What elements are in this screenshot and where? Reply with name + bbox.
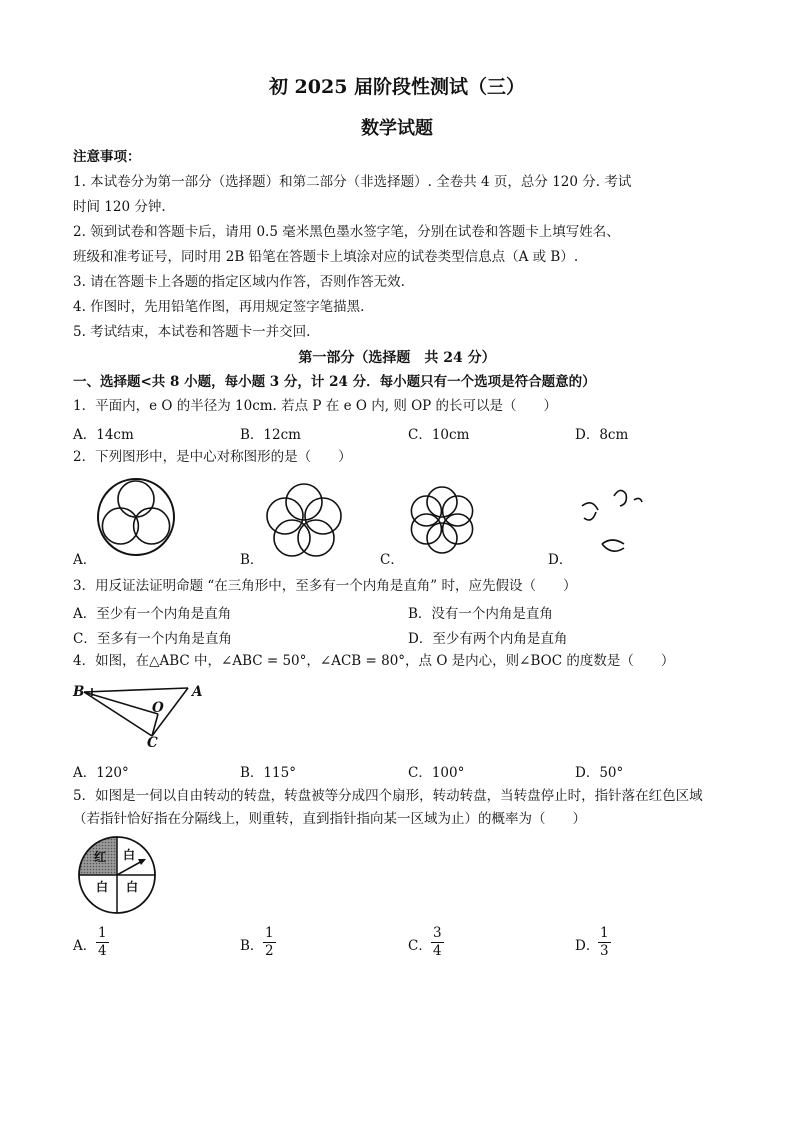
q2-option-c: C． <box>380 552 404 568</box>
q4-label-a: A <box>192 684 203 700</box>
q2-figure-d <box>572 484 667 564</box>
q1-option-a: A．14cm <box>73 427 134 443</box>
q2-figure-a <box>95 476 177 558</box>
exam-title: 初 2025 届阶段性测试（三） <box>268 76 526 98</box>
spinner-label-red: 红 <box>94 850 107 864</box>
part1-heading: 第一部分（选择题 共 24 分） <box>298 350 496 366</box>
q2-option-d: D． <box>548 552 573 568</box>
q2-option-a: A． <box>73 552 97 568</box>
q4-label-b: B <box>73 684 85 700</box>
notes-line-6: 4. 作图时，先用铅笔作图，再用规定签字笔描黑. <box>73 299 365 315</box>
q5-option-d-letter: D． <box>575 938 600 954</box>
q2-option-b: B． <box>240 552 264 568</box>
q5-option-b-fraction <box>263 925 276 960</box>
q1-stem: 1．平面内，e O 的半径为 10cm. 若点 P 在 e O 内, 则 OP 的长可以是（ ） <box>73 398 558 414</box>
notes-line-7: 5. 考试结束，本试卷和答题卡一并交回. <box>73 324 311 340</box>
q1-option-b: B．12cm <box>240 427 301 443</box>
q3-option-c: C．至多有一个内角是直角 <box>73 631 232 647</box>
notes-line-5: 3. 请在答题卡上各题的指定区域内作答，否则作答无效. <box>73 274 405 290</box>
q5-option-b-num: 1 <box>265 925 274 941</box>
q2-stem: 2．下列图形中，是中心对称图形的是（ ） <box>73 449 352 465</box>
q3-stem: 3．用反证法证明命题 “在三角形中，至多有一个内角是直角” 时，应先假设（ ） <box>73 578 577 594</box>
q3-option-d: D．至少有两个内角是直角 <box>408 631 568 647</box>
section1-heading: 一、选择题<共 8 小题，每小题 3 分，计 24 分．每小题只有一个选项是符合题意的） <box>73 374 596 390</box>
q5-option-a-letter: A． <box>73 938 97 954</box>
spinner-label-white-2: 白 <box>96 880 109 894</box>
q4-label-c: C <box>147 735 158 751</box>
q5-option-a-num: 1 <box>98 925 107 941</box>
q5-option-d-den: 3 <box>600 943 609 959</box>
q3-option-b: B．没有一个内角是直角 <box>408 606 553 622</box>
q4-option-c: C．100° <box>408 765 465 781</box>
q5-stem-line1: 5．如图是一伺以自由转动的转盘，转盘被等分成四个扇形，转动转盘，当转盘停止时，指针落在红色区域 <box>73 788 703 804</box>
q1-option-c: C．10cm <box>408 427 470 443</box>
q5-option-d-fraction <box>598 925 611 960</box>
q4-stem: 4．如图，在△ABC 中，∠ABC = 50°，∠ACB = 80°，点 O 是内心，则∠BOC 的度数是（ ） <box>73 653 675 669</box>
exam-subtitle: 数学试题 <box>361 118 433 139</box>
q5-option-c-fraction <box>431 925 444 960</box>
q3-option-a: A．至少有一个内角是直角 <box>73 606 232 622</box>
q1-option-d: D．8cm <box>575 427 629 443</box>
q4-option-a: A．120° <box>73 765 129 781</box>
q4-option-d: D．50° <box>575 765 624 781</box>
spinner-label-white-3: 白 <box>126 880 139 894</box>
q4-label-o: O <box>152 700 164 716</box>
q5-option-c-letter: C． <box>408 938 432 954</box>
q5-stem-line2: （若指针恰好指在分隔线上，则重转，直到指针指向某一区域为止）的概率为（ ） <box>73 811 586 827</box>
q5-option-c-den: 4 <box>433 943 442 959</box>
q2-figure-c <box>404 482 480 558</box>
q5-option-a-fraction <box>96 925 109 960</box>
notes-line-1: 1. 本试卷分为第一部分（选择题）和第二部分（非选择题）. 全卷共 4 页，总分 120 分. 考试 <box>73 174 632 190</box>
notes-heading: 注意事项： <box>73 149 141 165</box>
q5-option-b-letter: B． <box>240 938 264 954</box>
q2-figure-b <box>262 480 346 564</box>
notes-line-3: 2. 领到试卷和答题卡后，请用 0.5 毫米黑色墨水签字笔，分别在试卷和答题卡上填写姓名、 <box>73 224 620 240</box>
q4-triangle-figure <box>70 680 210 752</box>
notes-line-4: 班级和准考证号，同时用 2B 铅笔在答题卡上填涂对应的试卷类型信息点（A 或 B）. <box>73 249 579 265</box>
q5-option-d-num: 1 <box>600 925 609 941</box>
notes-line-2: 时间 120 分钟. <box>73 199 166 215</box>
q5-option-b-den: 2 <box>265 943 274 959</box>
q5-option-c-num: 3 <box>433 925 442 941</box>
spinner-label-white-1: 白 <box>123 848 136 862</box>
q5-option-a-den: 4 <box>98 943 107 959</box>
q5-spinner <box>74 832 160 918</box>
q4-option-b: B．115° <box>240 765 296 781</box>
